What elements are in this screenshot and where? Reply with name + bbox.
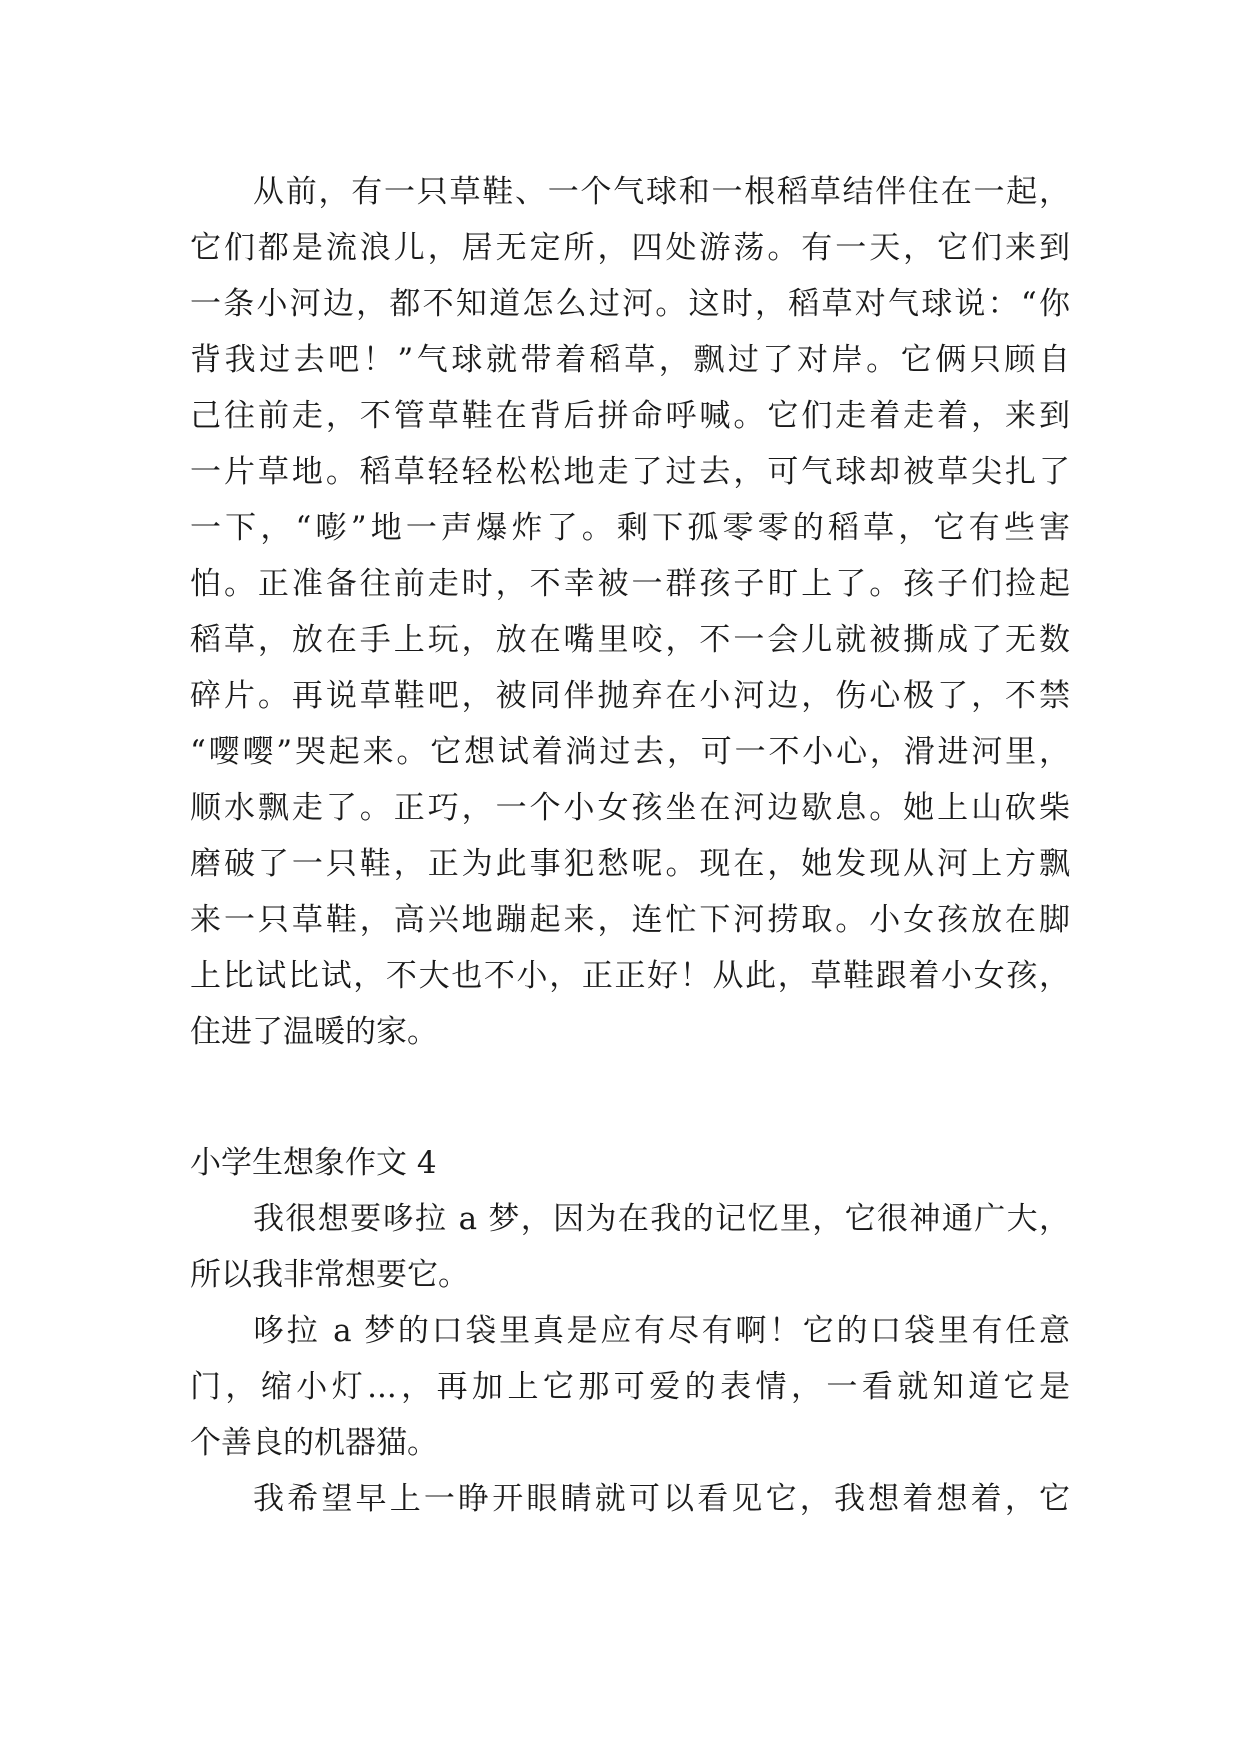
- paragraph-line: 我希望早上一睁开眼睛就可以看见它，我想着想着，它: [253, 1481, 1070, 1517]
- paragraph-line: 稻草，放在手上玩，放在嘴里咬，不一会儿就被撕成了无数: [190, 622, 1070, 658]
- paragraph-line: 顺水飘走了。正巧，一个小女孩坐在河边歇息。她上山砍柴: [190, 790, 1070, 826]
- paragraph-line: 从前，有一只草鞋、一个气球和一根稻草结伴住在一起，: [253, 174, 1070, 210]
- paragraph-line: 所以我非常想要它。: [190, 1257, 469, 1293]
- paragraph-line: 磨破了一只鞋，正为此事犯愁呢。现在，她发现从河上方飘: [190, 846, 1070, 882]
- paragraph-line: 个善良的机器猫。: [190, 1425, 438, 1461]
- paragraph-line: 一条小河边，都不知道怎么过河。这时，稻草对气球说：“你: [190, 286, 1070, 322]
- paragraph-line: 门，缩小灯...，再加上它那可爱的表情，一看就知道它是: [190, 1369, 1070, 1405]
- paragraph-line: 我很想要哆拉 a 梦，因为在我的记忆里，它很神通广大，: [253, 1201, 1070, 1237]
- paragraph-line: 怕。正准备往前走时，不幸被一群孩子盯上了。孩子们捡起: [190, 566, 1070, 602]
- paragraph-line: 哆拉 a 梦的口袋里真是应有尽有啊！它的口袋里有任意: [253, 1313, 1070, 1349]
- paragraph-line: 来一只草鞋，高兴地蹦起来，连忙下河捞取。小女孩放在脚: [190, 902, 1070, 938]
- paragraph-line: “嘤嘤”哭起来。它想试着淌过去，可一不小心，滑进河里，: [190, 734, 1070, 770]
- paragraph-line: 背我过去吧！”气球就带着稻草，飘过了对岸。它俩只顾自: [190, 342, 1070, 378]
- paragraph-line: 己往前走，不管草鞋在背后拼命呼喊。它们走着走着，来到: [190, 398, 1070, 434]
- paragraph-line: 碎片。再说草鞋吧，被同伴抛弃在小河边，伤心极了，不禁: [190, 678, 1070, 714]
- paragraph-line: 它们都是流浪儿，居无定所，四处游荡。有一天，它们来到: [190, 230, 1070, 266]
- paragraph-line: 一下，“嘭”地一声爆炸了。剩下孤零零的稻草，它有些害: [190, 510, 1070, 546]
- paragraph-line: 上比试比试，不大也不小，正正好！从此，草鞋跟着小女孩，: [190, 958, 1070, 994]
- paragraph-line: 一片草地。稻草轻轻松松地走了过去，可气球却被草尖扎了: [190, 454, 1070, 490]
- paragraph-line: 住进了温暖的家。: [190, 1014, 438, 1050]
- essay-title: 小学生想象作文 4: [190, 1145, 437, 1181]
